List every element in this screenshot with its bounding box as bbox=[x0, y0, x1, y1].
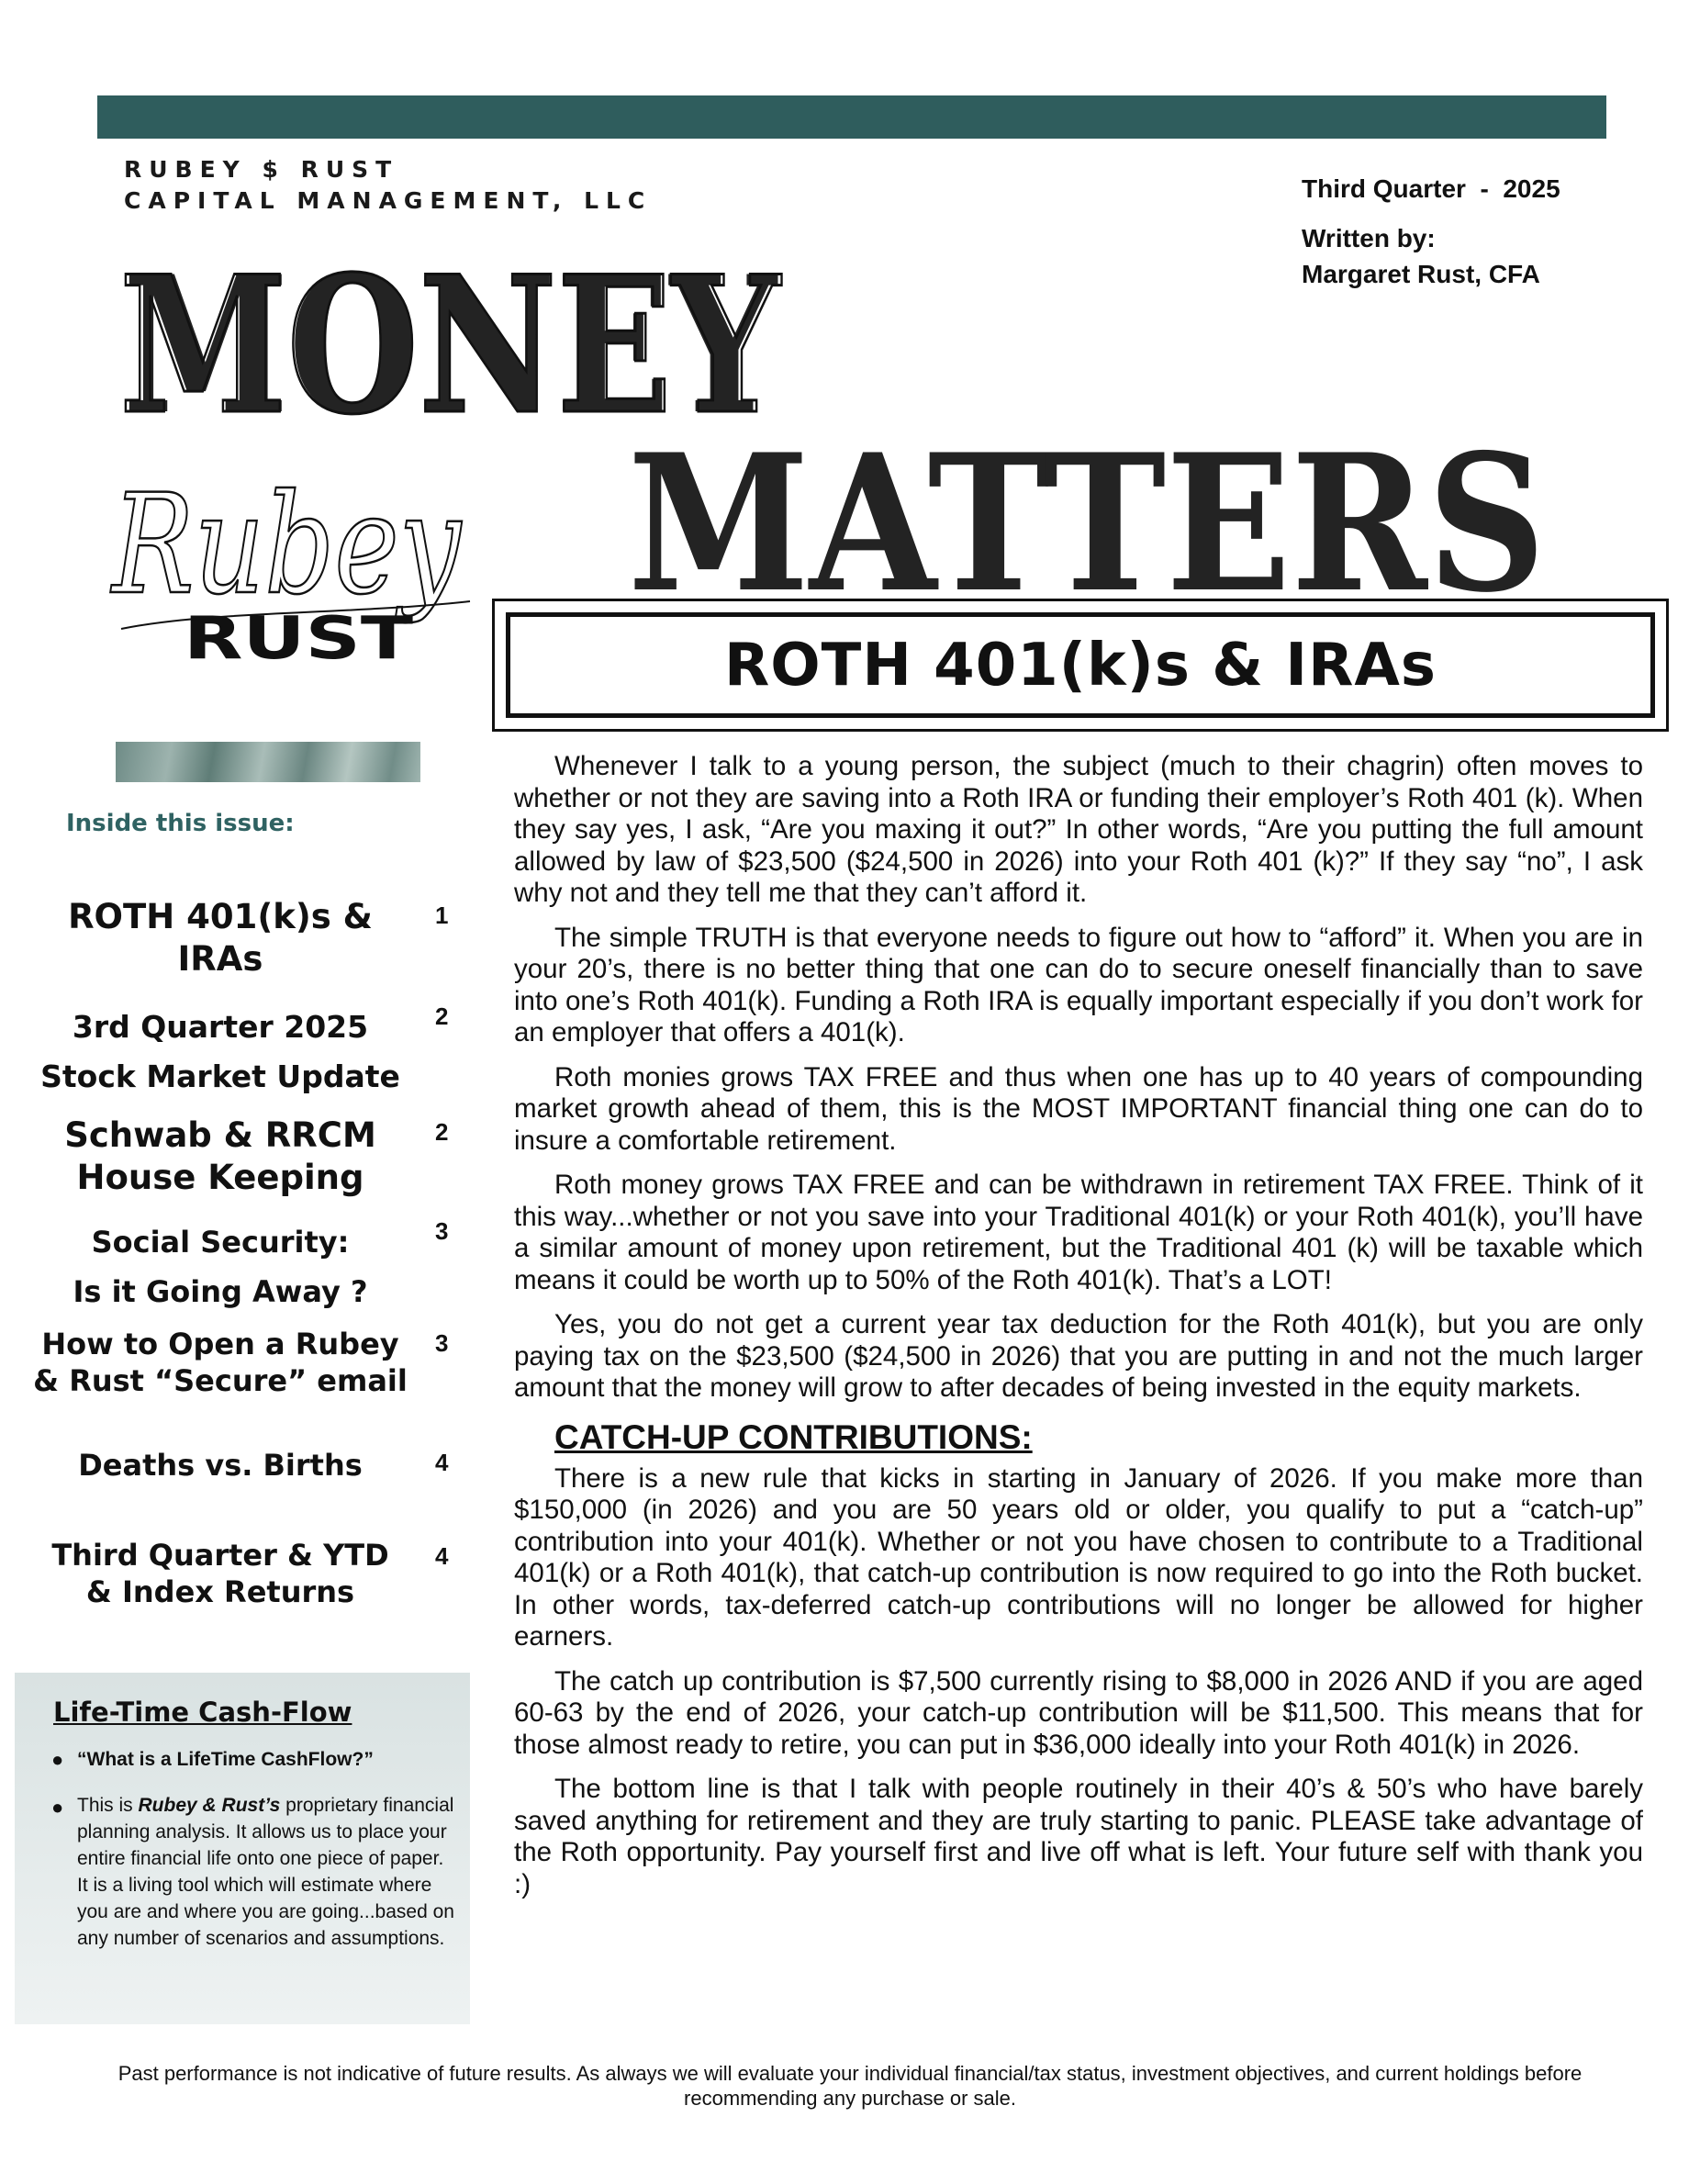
footer-disclaimer: Past performance is not indicative of future results. As always we will evaluate your individual financial/tax status, investment objectives, and current holdings before recommending any purchase or sale. bbox=[117, 2062, 1583, 2110]
headline-inner-frame bbox=[506, 612, 1655, 718]
toc-item-3[interactable] bbox=[28, 1114, 413, 1199]
sidebar-bullet-2-pre: This is bbox=[77, 1795, 139, 1816]
toc-item-line: How to Open a Rubey bbox=[41, 1327, 399, 1361]
article-paragraph: Roth money grows TAX FREE and can be withdrawn in retirement TAX FREE. Think of it this way...whether or not you save into your Traditional 401(k) or your Roth 401(k), you’ll have a similar amount of money upon retirement, but the Traditional 401 (k) will be taxable which means it could be worth up to 50% of the Roth 401(k). That’s a LOT! bbox=[514, 1170, 1643, 1295]
toc-page-number: 3 bbox=[435, 1217, 449, 1245]
toc-item-5[interactable] bbox=[28, 1326, 413, 1399]
toc-item-2[interactable] bbox=[28, 1002, 413, 1102]
written-by-label: Written by: bbox=[1302, 224, 1436, 252]
firm-name-line1: RUBEY $ RUST bbox=[124, 156, 399, 183]
toc-item-line: Deaths vs. Births bbox=[78, 1448, 363, 1483]
toc-item-line: Third Quarter & YTD bbox=[51, 1538, 389, 1573]
rubey-rust-logo bbox=[103, 454, 479, 684]
toc-item-7[interactable] bbox=[28, 1537, 413, 1610]
headline-title: ROTH 401(k)s & IRAs bbox=[723, 631, 1437, 700]
firm-name-line2: CAPITAL MANAGEMENT, LLC bbox=[124, 187, 653, 214]
sidebar-bullet-2-firm: Rubey & Rust’s bbox=[138, 1795, 281, 1816]
toc-item-line: & Rust “Secure” email bbox=[33, 1363, 408, 1398]
masthead-matters bbox=[624, 415, 1551, 612]
toc-item-line: House Keeping bbox=[76, 1158, 364, 1197]
article-body bbox=[514, 751, 1643, 1913]
sidebar-bullet-2-post: proprietary financial planning analysis. It allows us to place your entire financial life onto one piece of paper. It is a living tool which will estimate where you are and where you are going...based on any number of scenarios and assumptions. bbox=[77, 1795, 454, 1949]
toc-item-line: 3rd Quarter 2025 bbox=[72, 1009, 369, 1045]
sidebar-bullet-2 bbox=[77, 1792, 455, 1952]
bullet-icon: ● bbox=[51, 1748, 64, 1771]
article-paragraph: The catch up contribution is $7,500 currently rising to $8,000 in 2026 AND if you are aged 60-63 by the end of 2026, your catch-up contribution will be $11,500. This means that for those almost ready to retire, you can put in $36,000 ideally into your Roth 401(k) in 2026. bbox=[514, 1665, 1643, 1760]
masthead-matters-text: MATTERS bbox=[628, 415, 1546, 612]
toc-item-4[interactable] bbox=[28, 1217, 413, 1316]
toc-page-number: 1 bbox=[435, 902, 449, 929]
author-name: Margaret Rust, CFA bbox=[1302, 260, 1540, 288]
masthead-money-outline: MONEY bbox=[119, 237, 783, 434]
toc-page-number: 4 bbox=[435, 1542, 449, 1570]
article-paragraph: Roth monies grows TAX FREE and thus when one has up to 40 years of compounding market growth ahead of them, this is the MOST IMPORTANT financial thing one can do to insure a comfortable retirement. bbox=[514, 1061, 1643, 1156]
article-paragraph: The simple TRUTH is that everyone needs to figure out how to “afford” it. When you are in your 20’s, there is no better thing that one can do to secure oneself financially than to save into one’s Roth 401(k). Funding a Roth IRA is equally important especially if you don’t work for an employer that offers a 401(k). bbox=[514, 922, 1643, 1047]
article-paragraph: The bottom line is that I talk with people routinely in their 40’s & 50’s who have barely saved anything for retirement and they are truly starting to panic. PLEASE take advantage of the Roth opportunity. Pay yourself first and live off what is left. Your future self with thank you :) bbox=[514, 1774, 1643, 1899]
toc-item-6[interactable] bbox=[28, 1447, 413, 1484]
toc-item-line: IRAs bbox=[177, 939, 263, 979]
toc-item-1[interactable] bbox=[28, 896, 413, 980]
bullet-icon: ● bbox=[51, 1796, 64, 1819]
issue-quarter: Third Quarter - 2025 bbox=[1302, 174, 1560, 203]
article-paragraph: There is a new rule that kicks in starting in January of 2026. If you make more than $150,000 (in 2026) and you are 50 years old or older, you qualify to put a “catch-up” contribution into your 401(k). Whether or not you have chosen to contribute to a Traditional 401(k) or a Roth 401(k), that catch-up contribution is now required to go into the Roth bucket. In other words, tax-deferred catch-up contributions will no longer be allowed for higher earners. bbox=[514, 1462, 1643, 1652]
masthead-money bbox=[119, 237, 799, 434]
toc-item-line: ROTH 401(k)s & bbox=[68, 897, 373, 936]
sidebar-title: Life-Time Cash-Flow bbox=[53, 1697, 352, 1728]
header-band bbox=[97, 95, 1606, 139]
toc-item-line: Schwab & RRCM bbox=[64, 1115, 376, 1155]
toc-item-line: Is it Going Away ? bbox=[73, 1274, 368, 1309]
issue-meta bbox=[1302, 162, 1560, 288]
headline-box bbox=[492, 599, 1669, 732]
article-paragraph: Whenever I talk to a young person, the subject (much to their chagrin) often moves to whether or not they are saving into a Roth IRA or funding their employer’s Roth 401 (k). When they say yes, I ask, “Are you maxing it out?” In other words, “Are you putting the full amount allowed by law of $23,500 ($24,500 in 2026) into your Roth 401 (k)?” If they say “no”, I ask why not and they tell me that they can’t afford it. bbox=[514, 751, 1643, 908]
toc-page-number: 3 bbox=[435, 1329, 449, 1357]
toc-page-number: 2 bbox=[435, 1118, 449, 1146]
toc-page-number: 2 bbox=[435, 1002, 449, 1030]
inside-issue-label: Inside this issue: bbox=[66, 810, 295, 837]
sidebar-bullet-1: “What is a LifeTime CashFlow?” bbox=[77, 1749, 374, 1770]
toc-item-line: Stock Market Update bbox=[40, 1058, 400, 1094]
article-paragraph: Yes, you do not get a current year tax deduction for the Roth 401(k), but you are only paying tax on the $23,500 ($24,500 in 2026) that you are putting in and not the much larger amount that the money will grow to after decades of being invested in the equity markets. bbox=[514, 1309, 1643, 1403]
toc-page-number: 4 bbox=[435, 1449, 449, 1476]
toc-item-line: Social Security: bbox=[91, 1225, 350, 1260]
logo-block-text: RUST bbox=[184, 605, 414, 673]
section-heading: CATCH-UP CONTRIBUTIONS: bbox=[554, 1417, 1033, 1456]
masthead-money-text: MONEY bbox=[123, 237, 779, 434]
marble-strip bbox=[116, 742, 420, 782]
firm-name bbox=[124, 154, 652, 217]
logo-script-text: Rubey bbox=[109, 465, 463, 625]
toc-item-line: & Index Returns bbox=[85, 1574, 355, 1609]
lifetime-cashflow-box bbox=[15, 1673, 470, 2024]
